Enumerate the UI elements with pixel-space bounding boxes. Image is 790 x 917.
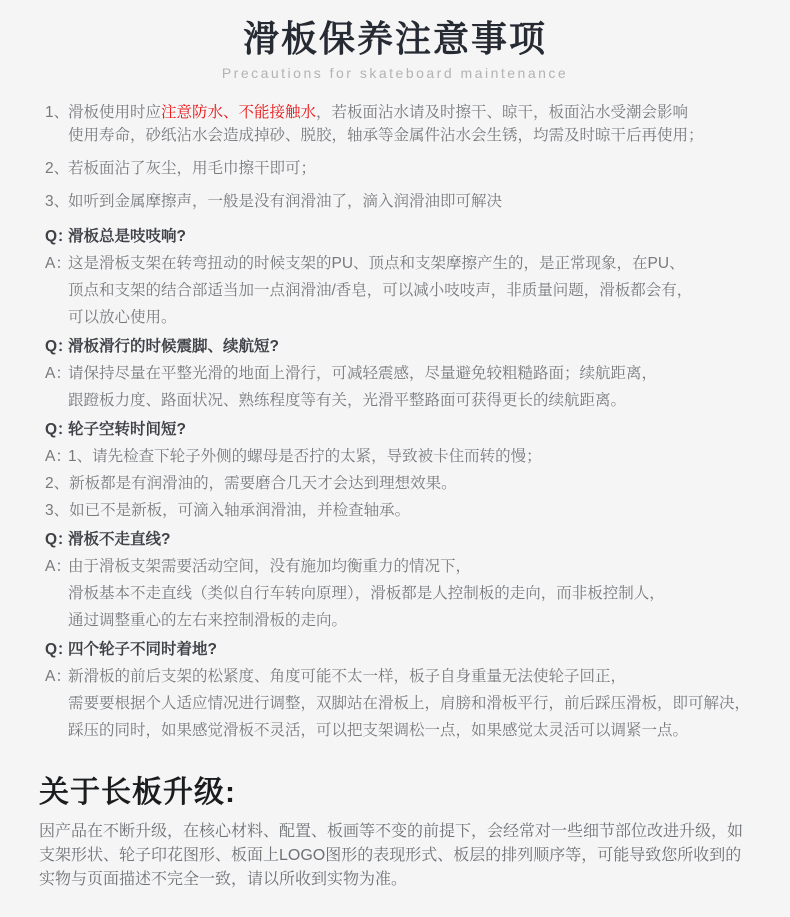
faq-list [45, 223, 770, 744]
answer-label: A： [45, 255, 71, 272]
upgrade-line: 因产品在不断升级，在核心材料、配置、板画等不变的前提下，会经常对一些细节部位改进升级，如 [39, 823, 744, 840]
answer-indent-spacer [45, 580, 68, 607]
precaution-number: 1、 [45, 104, 70, 121]
precaution-item [45, 157, 770, 180]
answer-text: 新滑板的前后支架的松紧度、角度可能不太一样，板子自身重量无法使轮子回正， [68, 668, 627, 685]
answer-label: A： [45, 448, 71, 465]
precaution-line [68, 101, 704, 124]
upgrade-heading: 关于长板升级: [39, 776, 236, 809]
red-highlight-text: 注意防水、不能接触水 [161, 104, 317, 121]
question-label: Q： [45, 421, 73, 438]
answer-text: 跟蹬板力度、路面状况、熟练程度等有关，光滑平整路面可获得更长的续航距离。 [68, 392, 627, 409]
text-segment: 使用寿命，砂纸沾水会造成掉砂、脱胶，轴承等金属件沾水会生锈，均需及时晾干后再使用； [68, 127, 704, 144]
precaution-number: 2、 [45, 160, 70, 177]
answer-text: 1、请先检查下轮子外侧的螺母是否拧的太紧，导致被卡住而转的慢； [68, 448, 542, 465]
page-title: 滑板保养注意事项 [242, 18, 547, 59]
answer-line [45, 277, 770, 304]
answer-text: 踩压的同时，如果感觉滑板不灵活，可以把支架调松一点，如果感觉太灵活可以调紧一点。 [68, 722, 689, 739]
precaution-text [68, 190, 502, 213]
answer-text: 请保持尽量在平整光滑的地面上滑行，可减轻震感，尽量避免较粗糙路面；续航距离， [68, 365, 658, 382]
page-subtitle: Precautions for skateboard maintenance [221, 65, 569, 81]
question-text: 四个轮子不同时着地? [68, 641, 217, 658]
faq-question-row [45, 416, 770, 443]
faq-question-row [45, 333, 770, 360]
answer-line [45, 717, 770, 744]
question-text: 滑板总是吱吱响? [68, 228, 186, 245]
question-text: 滑板不走直线? [68, 531, 171, 548]
answer-label: A： [45, 365, 71, 382]
text-segment: ，若板面沾水请及时擦干、晾干，板面沾水受潮会影响 [316, 104, 689, 121]
answer-line [45, 607, 770, 634]
precaution-text [68, 101, 704, 147]
question-text: 滑板滑行的时候震脚、续航短? [68, 338, 279, 355]
answer-text: 通过调整重心的左右来控制滑板的走向。 [68, 612, 348, 629]
answer-text: 3、如已不是新板，可滴入轴承润滑油，并检查轴承。 [45, 502, 411, 519]
answer-text: 顶点和支架的结合部适当加一点润滑油/香皂，可以减小吱吱声，非质量问题，滑板都会有， [68, 282, 693, 299]
answer-indent-spacer [45, 717, 68, 744]
precaution-number: 3、 [45, 193, 70, 210]
question-label: Q： [45, 641, 73, 658]
faq-item [45, 416, 770, 524]
answer-label: A： [45, 558, 71, 575]
answer-indent-spacer [45, 277, 68, 304]
answer-text: 2、新板都是有润滑油的，需要磨合几天才会达到理想效果。 [45, 475, 457, 492]
answer-indent-spacer [45, 304, 68, 331]
faq-item [45, 636, 770, 744]
faq-item [45, 223, 770, 331]
question-label: Q： [45, 531, 73, 548]
answer-line [45, 497, 770, 524]
answer-text: 这是滑板支架在转弯扭动的时候支架的PU、顶点和支架摩擦产生的，是正常现象，在PU、 [68, 255, 685, 272]
precaution-item [45, 101, 770, 147]
answer-text: 需要要根据个人适应情况进行调整，双脚站在滑板上，肩膀和滑板平行，前后踩压滑板，即可解决， [68, 695, 751, 712]
answer-indent-spacer [45, 690, 68, 717]
answer-text: 可以放心使用。 [68, 309, 177, 326]
precaution-line [68, 157, 316, 180]
question-label: Q： [45, 228, 73, 245]
precautions-list [45, 101, 770, 213]
answer-line [45, 360, 770, 387]
question-text: 轮子空转时间短? [68, 421, 186, 438]
answer-line [45, 470, 770, 497]
answer-label: A： [45, 668, 71, 685]
answer-line [45, 580, 770, 607]
faq-question-row [45, 636, 770, 663]
precaution-item [45, 190, 770, 213]
precaution-line [68, 124, 704, 147]
faq-question-row [45, 223, 770, 250]
answer-line [45, 250, 770, 277]
answer-indent-spacer [45, 607, 68, 634]
upgrade-line: 实物与页面描述不完全一致，请以所收到实物为准。 [39, 871, 408, 888]
precaution-text [68, 157, 316, 180]
answer-line [45, 304, 770, 331]
upgrade-paragraph [39, 820, 770, 892]
faq-item [45, 526, 770, 634]
answer-line [45, 553, 770, 580]
answer-line [45, 443, 770, 470]
precaution-line [68, 190, 502, 213]
answer-text: 滑板基本不走直线（类似自行车转向原理），滑板都是人控制板的走向，而非板控制人， [68, 585, 665, 602]
text-segment: 如听到金属摩擦声，一般是没有润滑油了，滴入润滑油即可解决 [68, 193, 503, 210]
faq-question-row [45, 526, 770, 553]
upgrade-section [39, 774, 770, 892]
answer-indent-spacer [45, 387, 68, 414]
faq-item [45, 333, 770, 414]
answer-line [45, 387, 770, 414]
answer-text: 由于滑板支架需要活动空间，没有施加均衡重力的情况下， [68, 558, 472, 575]
question-label: Q： [45, 338, 73, 355]
answer-line [45, 690, 770, 717]
page-header [0, 18, 790, 82]
answer-line [45, 663, 770, 690]
text-segment: 若板面沾了灰尘，用毛巾擦干即可； [68, 160, 317, 177]
text-segment: 滑板使用时应 [68, 104, 162, 121]
upgrade-line: 支架形状、轮子印花图形、板面上LOGO图形的表现形式、板层的排列顺序等，可能导致您所收到的 [39, 847, 742, 864]
